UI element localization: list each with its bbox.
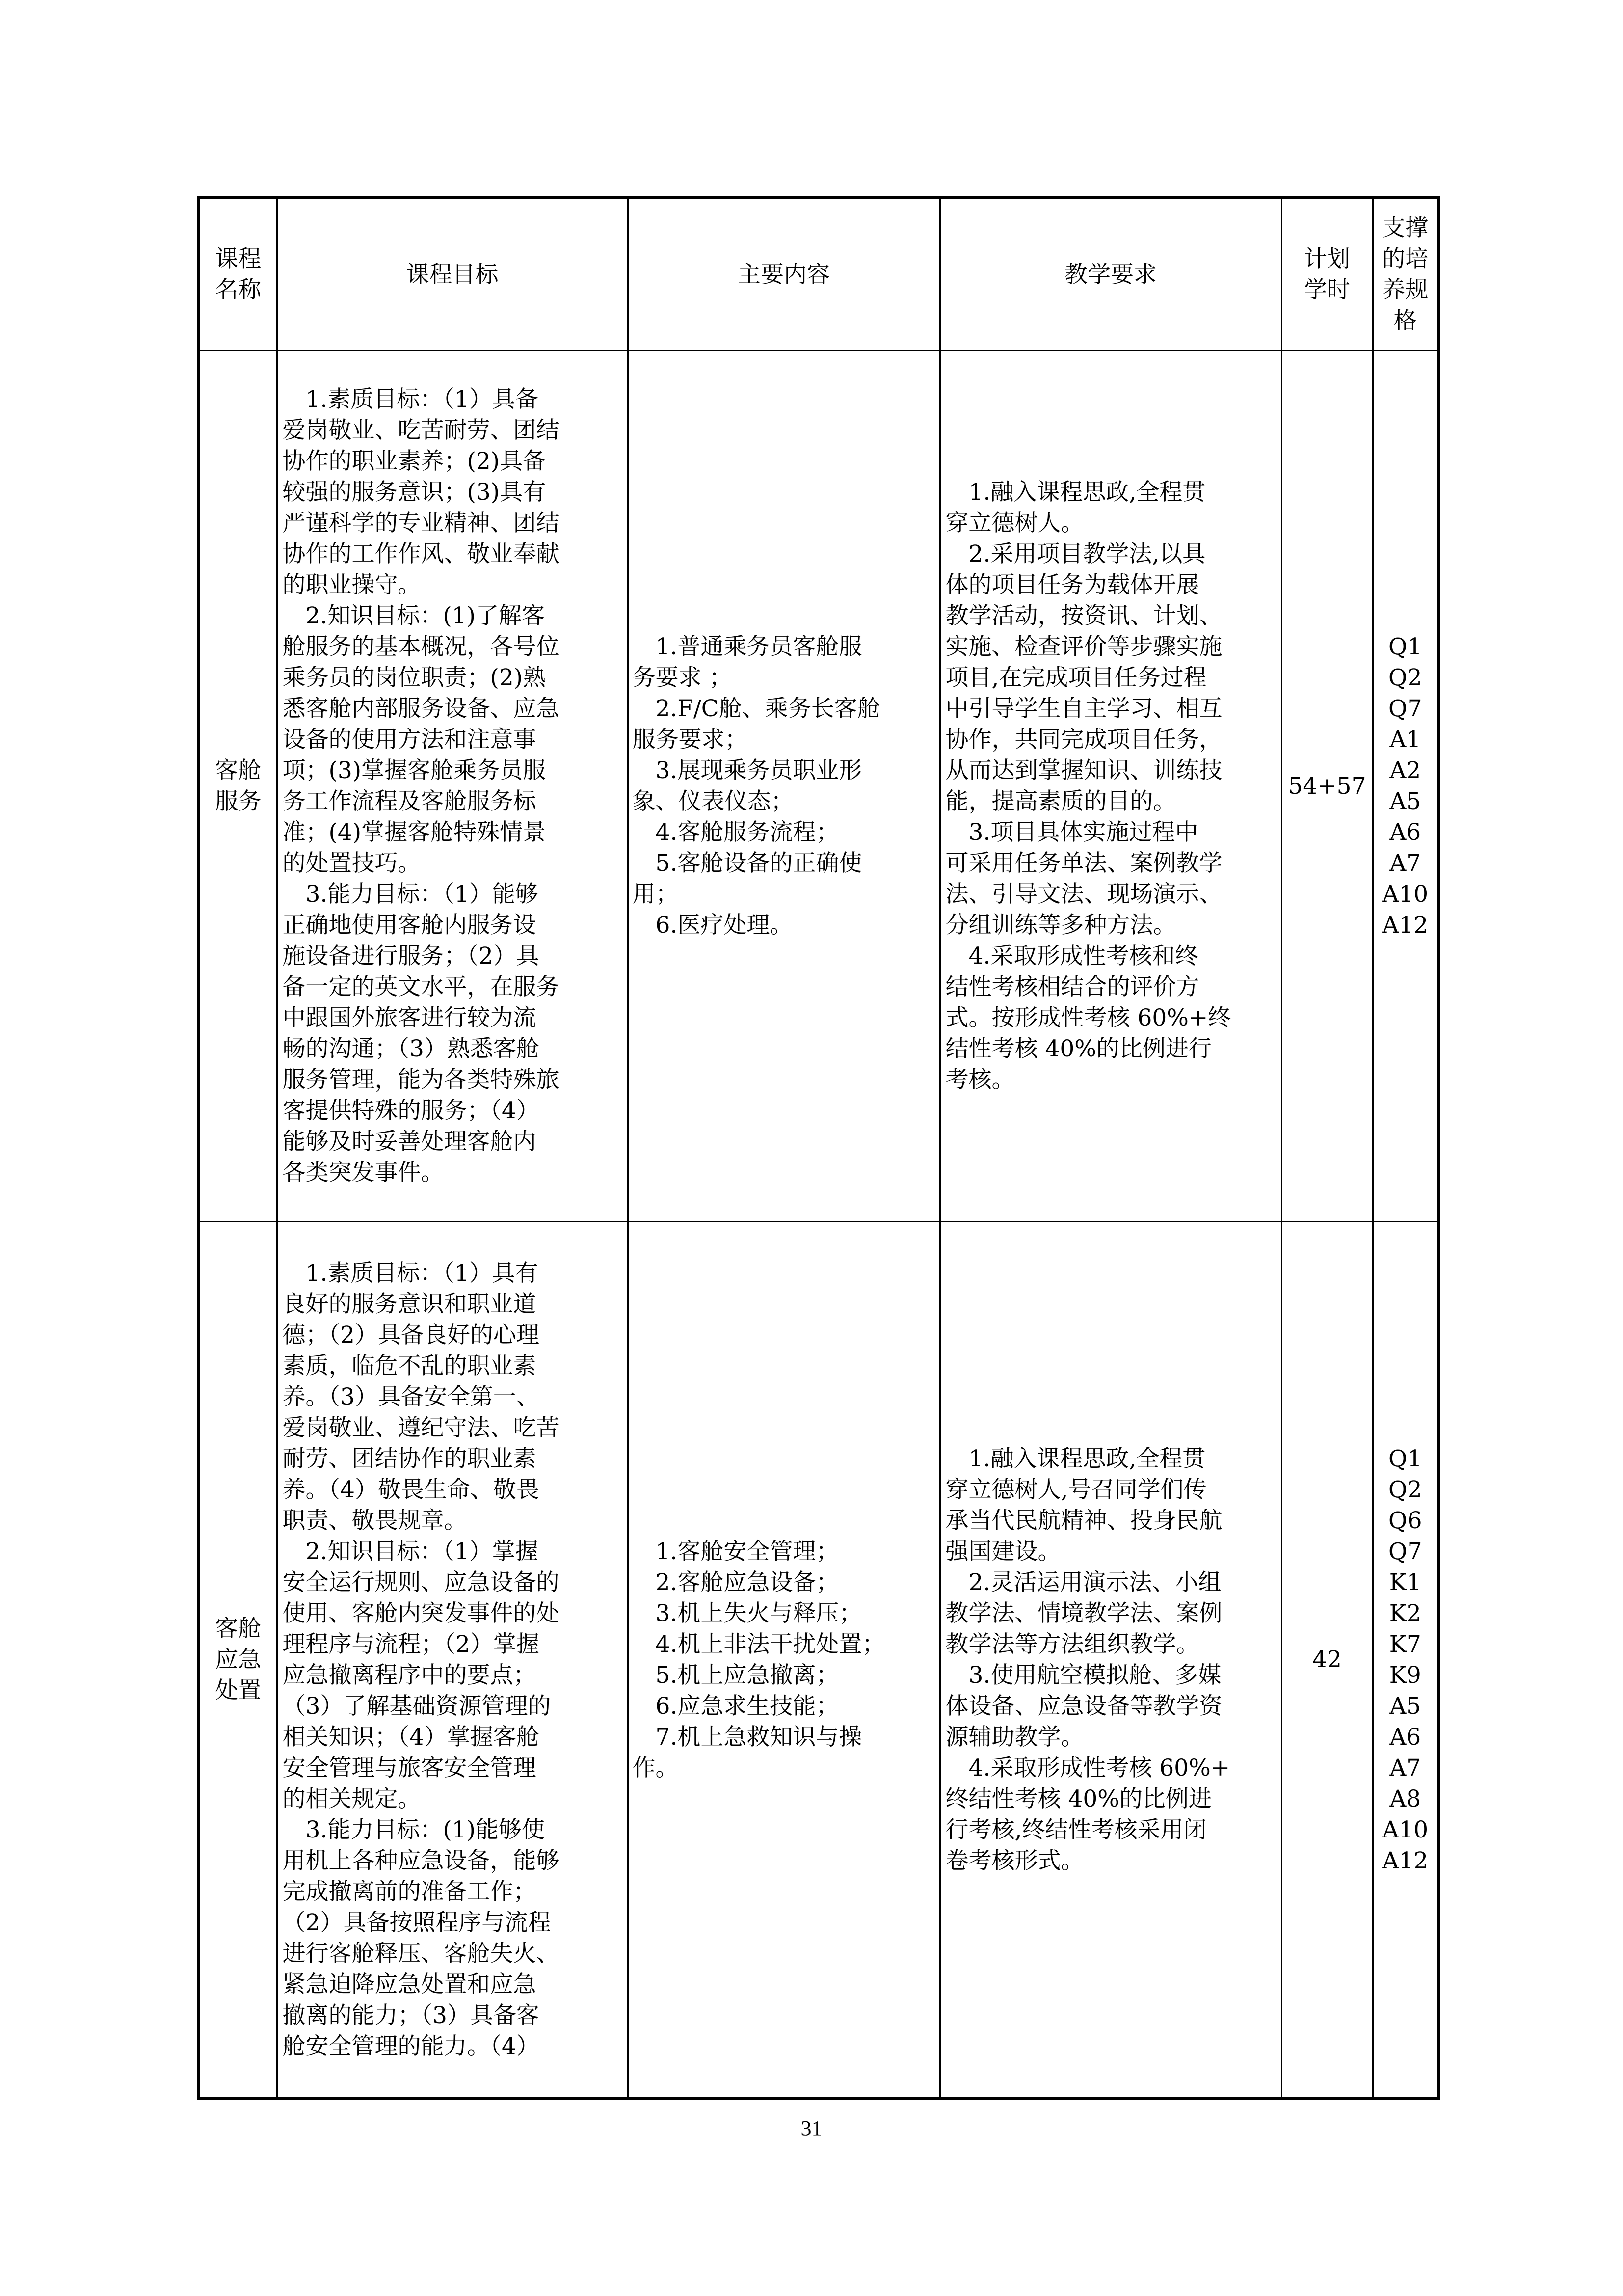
page-number: 31 <box>800 2116 823 2140</box>
course-name-cell: 客舱 应急 处置 <box>199 1222 277 2099</box>
header-supported-spec: 支撑 的培 养规 格 <box>1373 198 1438 351</box>
course-table <box>197 196 1440 2100</box>
supported-spec-cell: Q1 Q2 Q6 Q7 K1 K2 K7 K9 A5 A6 A7 A8 A10 A12 <box>1373 1222 1438 2099</box>
planned-hours-cell: 42 <box>1281 1222 1373 2099</box>
teaching-requirement-cell: 1.融入课程思政,全程贯 穿立德树人,号召同学们传 承当代民航精神、投身民航 强国建设。 2.灵活运用演示法、小组 教学法、情境教学法、案例 教学法等方法组织教学。 3.使用航空模拟舱、多媒 体设备、应急设备等教学资 源辅助教学。 4.采取形成性考核 60%+ 终结性考核 40%的比例进 行考核,终结性考核采用闭 卷考核形式。 <box>940 1222 1281 2099</box>
header-course-goal: 课程目标 <box>277 198 628 351</box>
supported-spec-cell: Q1 Q2 Q7 A1 A2 A5 A6 A7 A10 A12 <box>1373 351 1438 1222</box>
header-main-content: 主要内容 <box>628 198 940 351</box>
header-course-name: 课程 名称 <box>199 198 277 351</box>
main-content-cell: 1.客舱安全管理； 2.客舱应急设备； 3.机上失火与释压； 4.机上非法干扰处置； 5.机上应急撤离； 6.应急求生技能； 7.机上急救知识与操 作。 <box>628 1222 940 2099</box>
header-teaching-requirement: 教学要求 <box>940 198 1281 351</box>
course-goal-cell: 1.素质目标：（1）具有 良好的服务意识和职业道 德；（2）具备良好的心理 素质，临危不乱的职业素 养。（3）具备安全第一、 爱岗敬业、遵纪守法、吃苦 耐劳、团结协作的职业素 养。（4）敬畏生命、敬畏 职责、敬畏规章。 2.知识目标：（1）掌握 安全运行规则、应急设备的 使用、客舱内突发事件的处 理程序与流程；（2）掌握 应急撤离程序中的要点； （3）了解基础资源管理的 相关知识；（4）掌握客舱 安全管理与旅客安全管理 的相关规定。 3.能力目标：(1)能够使 用机上各种应急设备，能够 完成撤离前的准备工作； （2）具备按照程序与流程 进行客舱释压、客舱失火、 紧急迫降应急处置和应急 撤离的能力；（3）具备客 舱安全管理的能力。（4） <box>277 1222 628 2099</box>
table-row <box>199 351 1438 1222</box>
planned-hours-cell: 54+57 <box>1281 351 1373 1222</box>
course-name-cell: 客舱 服务 <box>199 351 277 1222</box>
table-row <box>199 1222 1438 2099</box>
teaching-requirement-cell: 1.融入课程思政,全程贯 穿立德树人。 2.采用项目教学法,以具 体的项目任务为载体开展 教学活动，按资讯、计划、 实施、检查评价等步骤实施 项目,在完成项目任务过程 中引导学生自主学习、相互 协作，共同完成项目任务， 从而达到掌握知识、训练技 能，提高素质的目的。 3.项目具体实施过程中 可采用任务单法、案例教学 法、引导文法、现场演示、 分组训练等多种方法。 4.采取形成性考核和终 结性考核相结合的评价方 式。按形成性考核 60%+终 结性考核 40%的比例进行 考核。 <box>940 351 1281 1222</box>
header-planned-hours: 计划 学时 <box>1281 198 1373 351</box>
main-content-cell: 1.普通乘务员客舱服 务要求 ； 2.F/C舱、乘务长客舱 服务要求； 3.展现乘务员职业形 象、仪表仪态； 4.客舱服务流程； 5.客舱设备的正确使 用； 6.医疗处理。 <box>628 351 940 1222</box>
course-goal-cell: 1.素质目标：（1）具备 爱岗敬业、吃苦耐劳、团结 协作的职业素养；(2)具备 较强的服务意识；(3)具有 严谨科学的专业精神、团结 协作的工作作风、敬业奉献 的职业操守。 2.知识目标：(1)了解客 舱服务的基本概况，各号位 乘务员的岗位职责；(2)熟 悉客舱内部服务设备、应急 设备的使用方法和注意事 项；(3)掌握客舱乘务员服 务工作流程及客舱服务标 准；(4)掌握客舱特殊情景 的处置技巧。 3.能力目标：（1）能够 正确地使用客舱内服务设 施设备进行服务；（2）具 备一定的英文水平，在服务 中跟国外旅客进行较为流 畅的沟通；（3）熟悉客舱 服务管理，能为各类特殊旅 客提供特殊的服务；（4） 能够及时妥善处理客舱内 各类突发事件。 <box>277 351 628 1222</box>
table-header-row <box>199 198 1438 351</box>
